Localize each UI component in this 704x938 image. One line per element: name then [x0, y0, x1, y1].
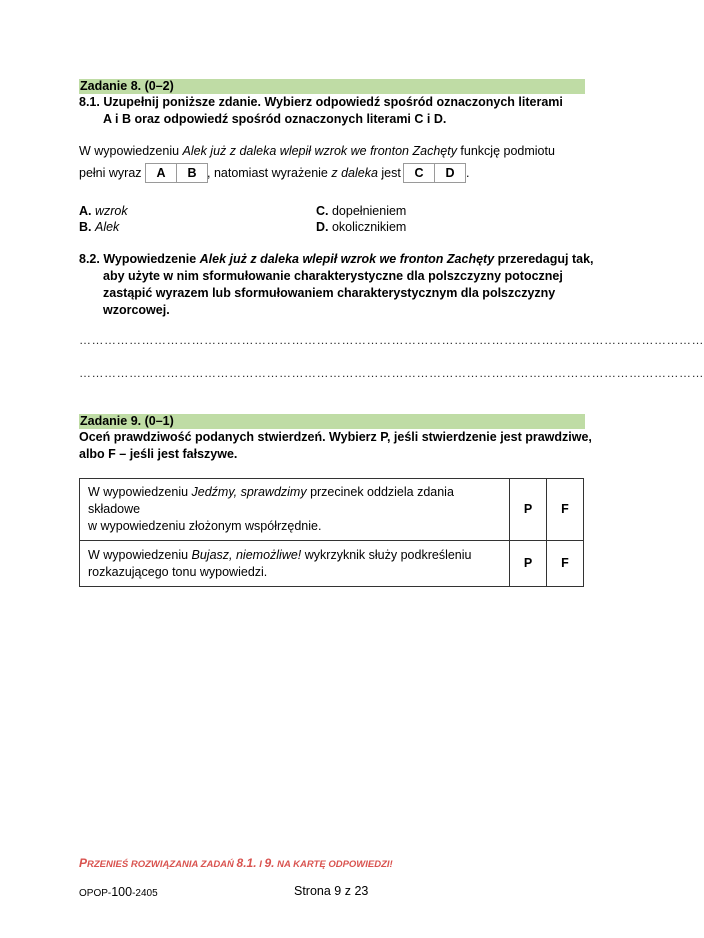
q82-text: 8.2. Wypowiedzenie: [79, 252, 200, 266]
q82-instruction-line4: wzorcowej.: [103, 303, 170, 317]
exam-code-part: OPOP-: [79, 888, 112, 899]
option-box-d[interactable]: D: [434, 164, 465, 182]
table-row: [80, 541, 584, 587]
task9-instruction-line2: albo F – jeśli jest fałszywe.: [79, 447, 238, 461]
sentence-text: funkcję podmiotu: [456, 144, 555, 158]
statement-1-false-option[interactable]: F: [547, 479, 584, 541]
option-text: wzrok: [94, 204, 128, 218]
sentence-quote: z daleka: [331, 166, 378, 180]
answer-line-2[interactable]: ……………………………………………………………………………………………………………………………………: [79, 366, 704, 380]
q82-instruction-line3: zastąpić wyrazem lub sformułowaniem charakterystycznym dla polszczyzny: [103, 286, 556, 300]
statement-text: W wypowiedzeniu: [88, 547, 192, 562]
q81-sentence-line1: [79, 143, 555, 160]
statement-1: [80, 479, 510, 541]
sentence-text: W wypowiedzeniu: [79, 144, 183, 158]
note-text: RZENIEŚ ROZWIĄZANIA ZADAŃ: [87, 859, 237, 870]
task9-instruction-line1: Oceń prawdziwość podanych stwierdzeń. Wybierz P, jeśli stwierdzenie jest prawdziwe,: [79, 430, 592, 444]
q82-quote: Alek już z daleka wlepił wzrok we fronton Zachęty: [199, 252, 495, 266]
option-letter: C.: [316, 204, 329, 218]
option-d: [316, 219, 406, 236]
exam-code-part: 100: [111, 885, 133, 899]
option-box-b[interactable]: B: [176, 164, 207, 182]
option-c: [316, 203, 406, 220]
option-a: [79, 203, 128, 220]
q81-instruction-line2: A i B oraz odpowiedź spośród oznaczonych literami C i D.: [103, 112, 447, 126]
option-box-c[interactable]: C: [414, 166, 424, 180]
option-box-a[interactable]: A: [156, 166, 166, 180]
q82-instruction-line1: [79, 251, 594, 268]
statement-2-false-option[interactable]: F: [547, 541, 584, 587]
option-text: Alek: [94, 220, 120, 234]
q81-sentence-line2-start: pełni wyraz: [79, 166, 142, 180]
option-letter: A.: [79, 204, 92, 218]
sentence-text: , natomiast wyrażenie: [207, 166, 332, 180]
table-row: [80, 479, 584, 541]
statement-1-true-option[interactable]: P: [510, 479, 547, 541]
statement-text: przecinek oddziela zdania składowe: [88, 485, 454, 516]
statement-2-true-option[interactable]: P: [510, 541, 547, 587]
option-text: okolicznikiem: [331, 220, 407, 234]
note-text: NA KARTĘ ODPOWIEDZI!: [274, 859, 393, 870]
sentence-period: .: [466, 166, 470, 180]
q81-instruction-line1: 8.1. Uzupełnij poniższe zdanie. Wybierz odpowiedź spośród oznaczonych literami: [79, 95, 563, 109]
option-letter: D.: [316, 220, 329, 234]
option-text: dopełnieniem: [331, 204, 407, 218]
option-letter: B.: [79, 220, 92, 234]
statement-text: rozkazującego tonu wypowiedzi.: [88, 564, 268, 579]
note-text: 8.1.: [236, 856, 257, 870]
q82-instruction-line2: aby użyte w nim sformułowanie charakterystyczne dla polszczyzny potocznej: [103, 269, 563, 283]
answer-box-cd: [403, 163, 466, 183]
transfer-answers-note: [79, 856, 393, 870]
statement-quote: Bujasz, niemożliwe!: [191, 547, 302, 562]
q81-sentence-line2-mid: [207, 165, 401, 182]
note-text: P: [79, 856, 88, 870]
sentence-quote: Alek już z daleka wlepił wzrok we fronton Zachęty: [182, 144, 457, 158]
true-false-table: [79, 478, 584, 587]
note-text: 9.: [264, 856, 275, 870]
answer-line-1[interactable]: ……………………………………………………………………………………………………………………………………: [79, 333, 704, 347]
q82-text: przeredaguj tak,: [494, 252, 594, 266]
task8-header: Zadanie 8. (0–2): [79, 79, 585, 94]
task9-header: Zadanie 9. (0–1): [79, 414, 585, 429]
answer-box-ab: [145, 163, 208, 183]
option-b: [79, 219, 119, 236]
statement-quote: Jedźmy, sprawdzimy: [191, 485, 307, 499]
statement-text: W wypowiedzeniu: [88, 485, 192, 499]
exam-code-part: -2405: [132, 888, 158, 899]
exam-code: [79, 885, 158, 899]
statement-text: wykrzyknik służy podkreśleniu: [301, 547, 472, 562]
sentence-text: jest: [377, 166, 401, 180]
page-number: Strona 9 z 23: [294, 884, 369, 898]
statement-text: w wypowiedzeniu złożonym współrzędnie.: [88, 519, 322, 533]
note-text: I: [256, 859, 265, 870]
statement-2: [80, 541, 510, 587]
